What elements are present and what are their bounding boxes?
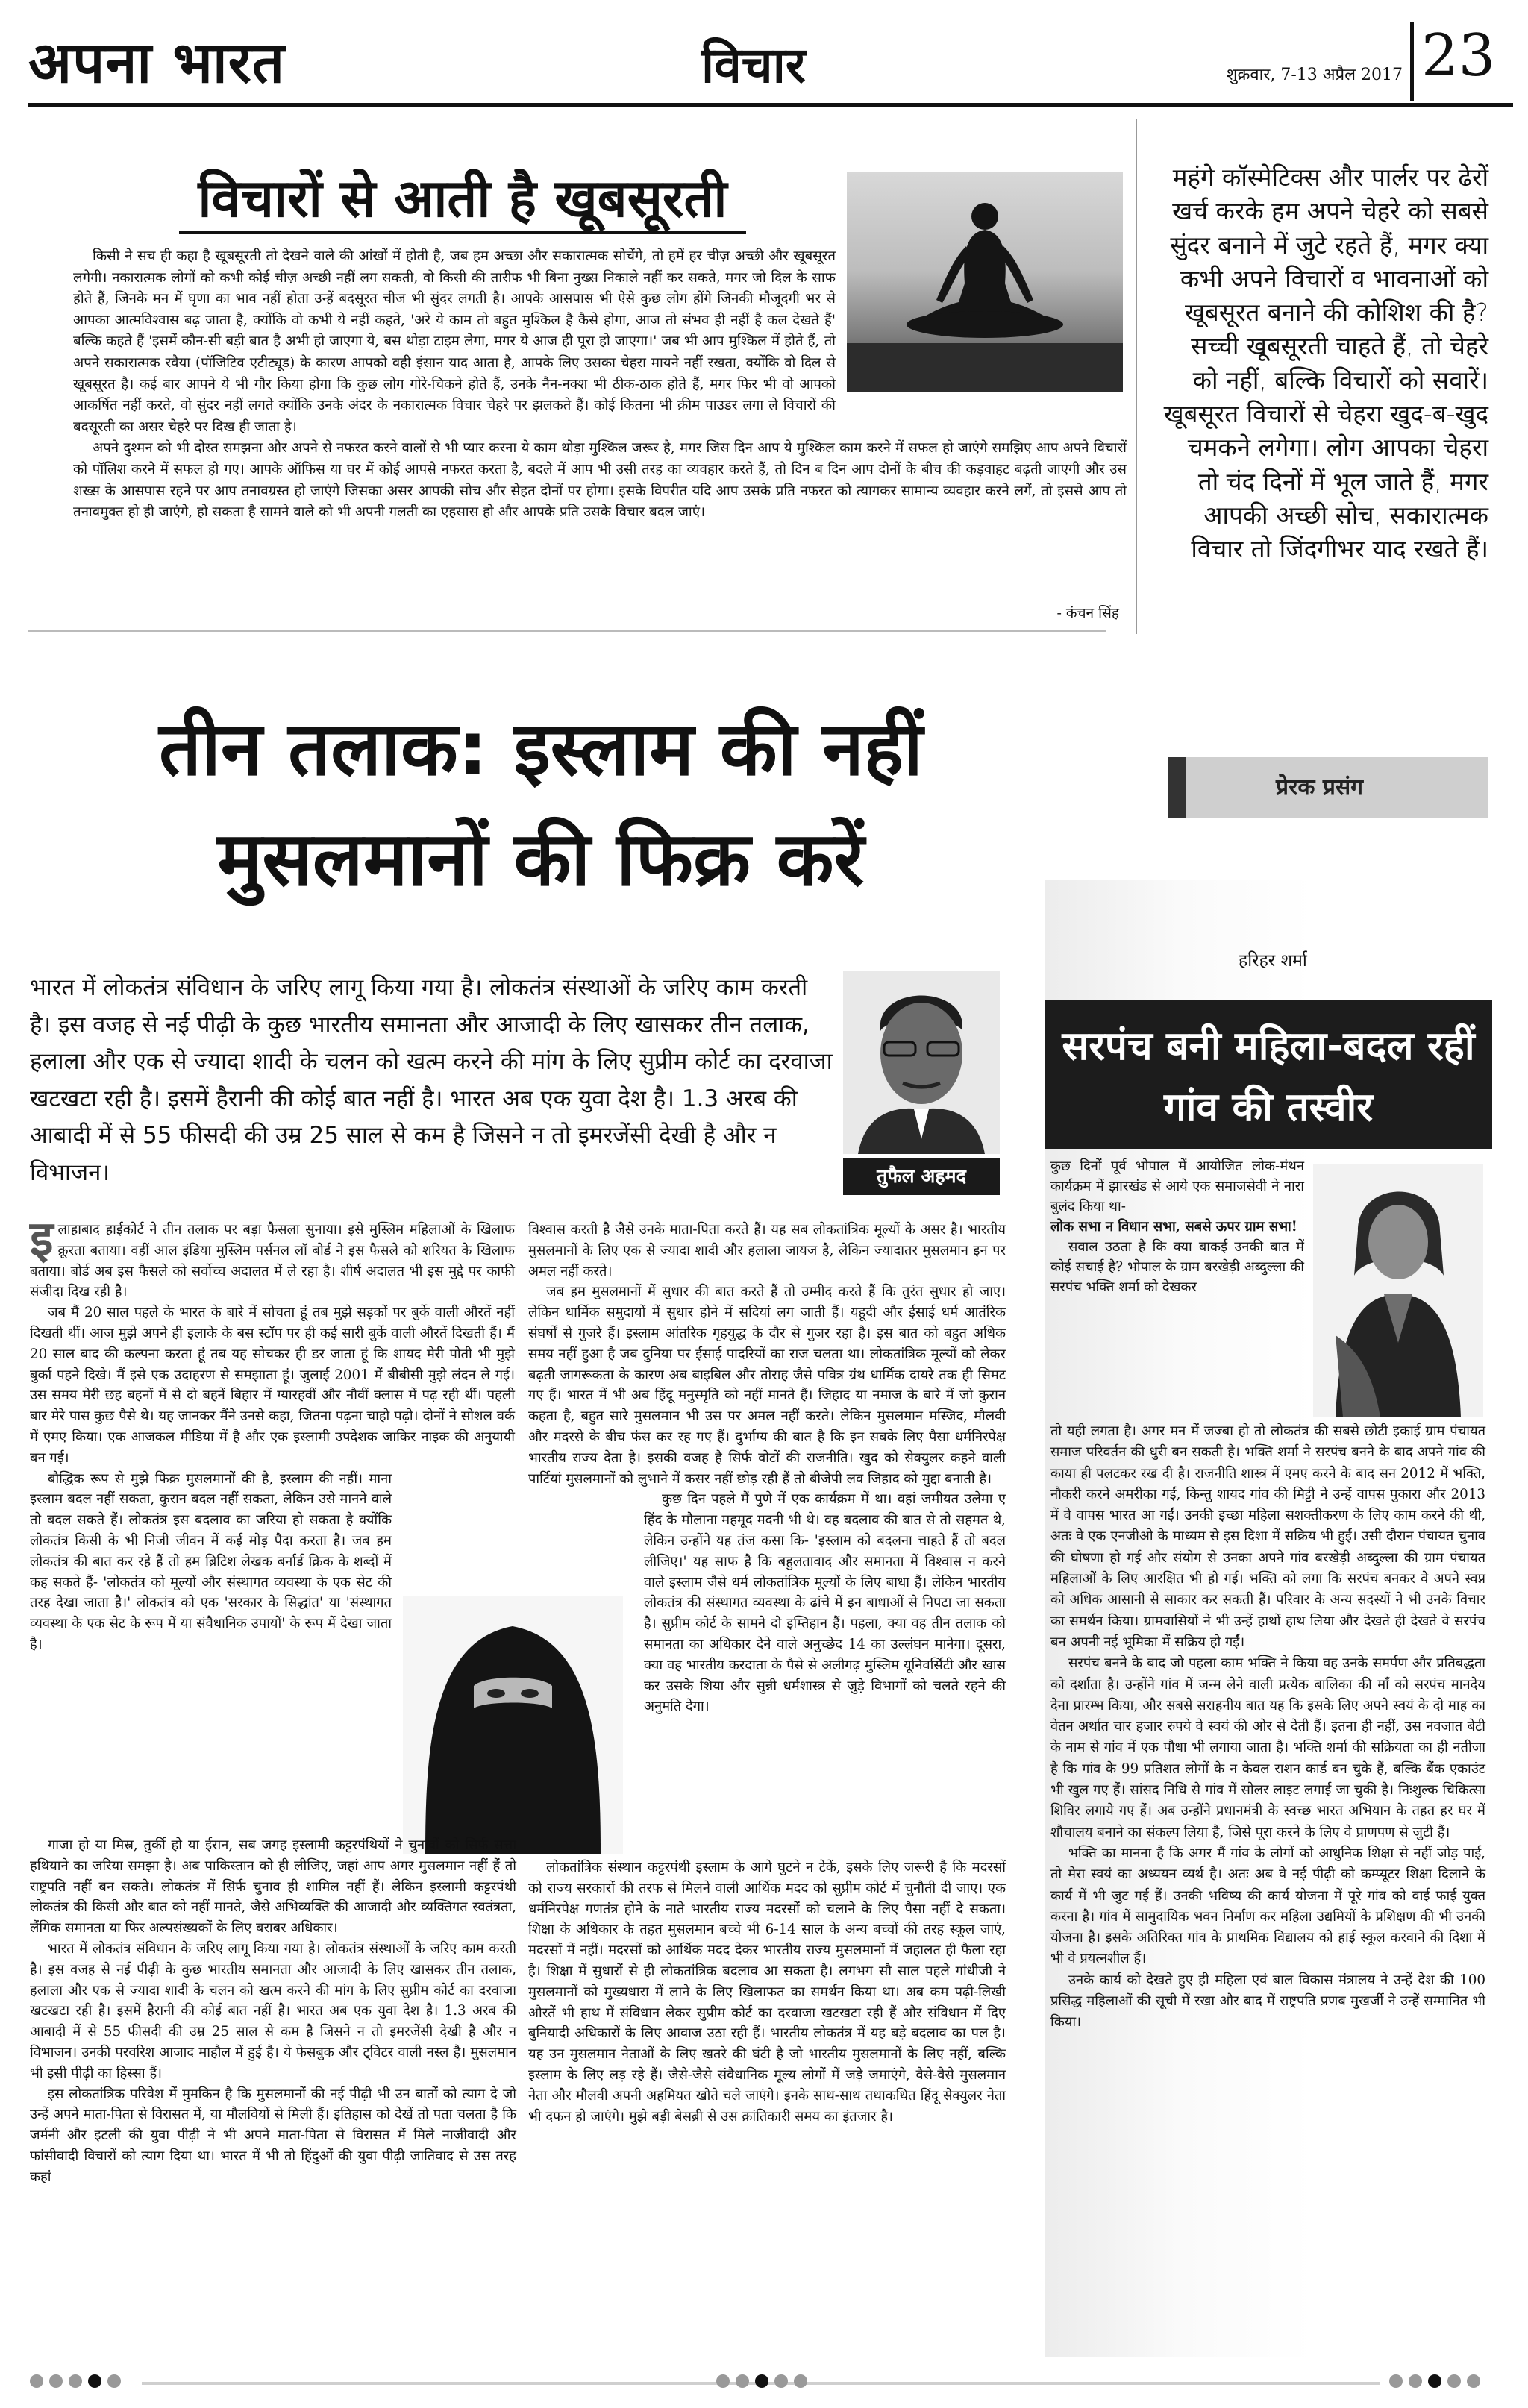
article-column-2 — [528, 1220, 1006, 1717]
footer-dots-center — [716, 2374, 813, 2391]
feature-tab-label: प्रेरक प्रसंग — [1186, 757, 1488, 818]
feature-body — [1050, 1421, 1485, 2034]
column-paragraph: बौद्धिक रूप से मुझे फिक्र मुसलमानों की है, इस्लाम की नहीं। माना इस्लाम बदल नहीं सकता, कुरान बदल नहीं सकता, लेकिन उसे मानने वाले तो बदल सकते हैं। लोकतंत्र इस बदलाव का जरिया हो सकता है क्योंकि लोकतंत्र किसी के भी निजी जीवन में कई मोड़ पैदा करता है। जब हम लोकतंत्र की बात कर रहे हैं तो हम ब्रिटिश लेखक बर्नार्ड क्रिक के शब्दों में कह सकते हैं- 'लोकतंत्र को मूल्यों और संस्थागत व्यवस्था के एक सेट की तरह देखा जाता है।' लोकतंत्र को एक 'सरकार के सिद्धांत' या 'संस्थागत व्यवस्था के एक सेट के रूप में या संवैधानिक उपायों' के रूप में देखा जाता है। — [30, 1470, 392, 1652]
column-paragraph: जब हम मुसलमानों में सुधार की बात करते हैं तो उम्मीद करते हैं कि तुरंत सुधार हो जाए। लेकिन धार्मिक समुदायों में सुधार होने में सदियां लग जाती हैं। यहूदी और ईसाई धर्म आतंरिक संघर्षों से गुजरे हैं। इस्लाम आंतरिक गृहयुद्ध के दौर से गुजर रहा है। इस बात को बहुत अधिक समय नहीं हुआ है जब दुनिया पर ईसाई पादरियों का राज चलता था। लोकतांत्रिक मूल्यों को लेकर बढ़ती जागरूकता के कारण अब बाइबिल और तोराह जैसे पवित्र ग्रंथ धार्मिक दायरे तक ही सिमट गए हैं। भारत में भी अब हिंदू मनुस्मृति को नहीं मानते हैं। जिहाद या नमाज के बारे में जो कुरान कहता है, बहुत सारे मुसलमान भी उस पर अमल नहीं करते। लेकिन मुसलमान मस्जिद, मौलवी और मदरसे के बीच फंस कर रह गए हैं। दुर्भाग्य की बात है कि इन सबके लिए पैसा धर्मनिरपेक्ष भारतीय राज्य देता है। इसकी वजह है सिर्फ वोटों की राजनीति। खुद को सेक्युलर कहने वाली पार्टियां मुसलमानों को लुभाने में कसर नहीं छोड़ रही हैं तो बीजेपी लव जिहाद को मुद्दा बनाती है। — [528, 1284, 1006, 1487]
headline-line-2: मुसलमानों की फिक्र करें — [217, 815, 865, 903]
drop-cap: इ — [30, 1211, 54, 1267]
main-intro: भारत में लोकतंत्र संविधान के जरिए लागू किया गया है। लोकतंत्र संस्थाओं के जरिए काम करती है। इस वजह से नई पीढ़ी के कुछ भारतीय समानता और आजादी के लिए खासकर तीन तलाक, हलाला और एक से ज्यादा शादी के चलन को खत्म करने की मांग के लिए सुप्रीम कोर्ट का दरवाजा खटखटा रही है। इसमें हैरानी की कोई बात नहीं है। भारत अब एक युवा देश है। 1.3 अरब की आबादी में से 55 फीसदी की उम्र 25 साल से कम है जिसने न तो इमरजेंसी देखी है और न विभाजन। — [30, 974, 833, 1186]
author-portrait — [843, 971, 1000, 1154]
column-paragraph: गाजा हो या मिस्र, तुर्की हो या ईरान, सब जगह इस्लामी कट्टरपंथियों ने चुनावों को सिर्फ सत्ता हथियाने का जरिया समझा है। अब पाकिस्तान को ही लीजिए, जहां आप अगर मुसलमान नहीं हैं तो राष्ट्रपति नहीं बन सकते। लोकतंत्र में सिर्फ चुनाव ही शामिल नहीं हैं। लेकिन इस्लामी कट्टरपंथी लोकतंत्र की किसी और बात को नहीं मानते, जैसे अभिव्यक्ति की आजादी और व्यक्तिगत स्वतंत्रता, लैंगिक समानता या फिर अल्पसंख्यकों के लिए बराबर अधिकार। — [30, 1837, 516, 1937]
header-rule — [28, 103, 1513, 107]
column-paragraph: कुछ दिन पहले मैं पुणे में एक कार्यक्रम में था। वहां जमीयत उलेमा ए हिंद के मौलाना महमूद मदनी भी थे। वह बदलाव की बात से तो सहमत थे, लेकिन उन्होंने यह तंज कसा कि- 'इस्लाम को बदलना चाहते हैं तो बदल लीजिए।' यह साफ है कि बहुलतावाद और समानता में विश्वास न करने वाले इस्लाम जैसे धर्म लोकतांत्रिक मूल्यों के लिए बाधा हैं। लेकिन भारतीय लोकतंत्र की संस्थागत व्यवस्था के ढांचे में इन बाधाओं से निपटा जा सकता है। सुप्रीम कोर्ट के सामने दो इम्तिहान हैं। पहला, क्या वह तीन तलाक को समानता का अधिकार देने वाले अनुच्छेद 14 का उल्लंघन मानेगा। दूसरा, क्या वह भारतीय करदाता के पैसे से अलीगढ़ मुस्लिम यूनिवर्सिटी और खास कर उसके शिया और सुन्नी धर्मशास्त्र से जुड़े विभागों को चलते रहने की अनुमति देगा। — [644, 1491, 1006, 1715]
footer-dots-left — [30, 2374, 127, 2391]
main-headline — [30, 694, 1052, 915]
article-column-1-lower — [30, 1835, 516, 2188]
feature-paragraph: सरपंच बनने के बाद जो पहला काम भक्ति ने किया वह उनके समर्पण और प्रतिबद्धता को दर्शाता है। उन्होंने गांव में जन्म लेने वाली प्रत्येक बालिका की माँ को सरपंच मानदेय देना प्रारम्भ किया, और सबसे सराहनीय बात यह कि इसके लिए अपने स्वयं के दो माह का वेतन अर्थात चार हजार रुपये वे स्वयं की ओर से देती हैं। इतना ही नहीं, उस नवजात बेटी के नाम से गांव में एक पौधा भी लगाया जाता है। भक्ति शर्मा की सक्रियता का ही नतीजा है कि गांव के 99 प्रतिशत लोगों के न केवल राशन कार्ड बन चुके हैं, बल्कि बैंक एकाउंट भी खुल गए हैं। सांसद निधि से गांव में सोलर लाइट लगाई जा चुकी है। निःशुल्क चिकित्सा शिविर लगाये गए हैं। अब उन्होंने प्रधानमंत्री के स्वच्छ भारत अभियान के तहत हर घर में शौचालय बनाने का संकल्प लिया है, जिसे पूरा करने के लिए वे प्राणपण से जुटी हैं। — [1050, 1655, 1485, 1840]
column-paragraph: भारत में लोकतंत्र संविधान के जरिए लागू किया गया है। लोकतंत्र संस्थाओं के जरिए काम करती है। इस वजह से नई पीढ़ी के कुछ भारतीय समानता और आजादी के लिए खासकर तीन तलाक, हलाला और एक से ज्यादा शादी के चलन को खत्म करने की मांग के लिए सुप्रीम कोर्ट का दरवाजा खटखटा रही है। इसमें हैरानी की कोई बात नहीं है। भारत अब एक युवा देश है। 1.3 अरब की आबादी में से 55 फीसदी की उम्र 25 साल से कम है जिसने न तो इमरजेंसी देखी है और न विभाजन। उनकी परवरिश आजाद माहौल में हुई है। ये फेसबुक और ट्विटर वाली नस्ल है। मुसलमान भी इसी पीढ़ी का हिस्सा हैं। — [30, 1940, 516, 2081]
feature-intro-text-2: सवाल उठता है कि क्या बाकई उनकी बात में कोई सचाई है? भोपाल के ग्राम बरखेड़ी अब्दुल्ला की सरपंच भक्ति शर्मा को देखकर — [1050, 1239, 1304, 1295]
feature-paragraph: उनके कार्य को देखते हुए ही महिला एवं बाल विकास मंत्रालय ने उन्हें देश की 100 प्रसिद्ध महिलाओं की सूची में रखा और बाद में राष्ट्रपति प्रणब मुखर्जी ने उन्हें सम्मानित भी किया। — [1050, 1972, 1485, 2031]
issue-date: शुक्रवार, 7-13 अप्रैल 2017 — [1226, 66, 1403, 84]
column-paragraph: लोकतांत्रिक संस्थान कट्टरपंथी इस्लाम के आगे घुटने न टेकें, इसके लिए जरूरी है कि मदरसों को राज्य सरकारों की तरफ से मिलने वाली आर्थिक मदद को सुप्रीम कोर्ट में चुनौती दी जाए। एक धर्मनिरपेक्ष गणतंत्र होने के नाते भारतीय राज्य मदरसों को चलाने के लिए पैसा नहीं दे सकता। शिक्षा के अधिकार के तहत मुसलमान बच्चे भी 6-14 साल के अन्य बच्चों की तरह स्कूल जाएं, मदरसों में नहीं। मदरसों को आर्थिक मदद देकर भारतीय राज्य मुसलमानों में जहालत ही फैला रहा है। शिक्षा में सुधारों से ही लोकतांत्रिक बदलाव आ सकता है। लगभग सौ साल पहले गांधीजी ने मुसलमानों को मुख्यधारा में लाने के लिए खिलाफत का समर्थन किया था। अब कम पढ़ी-लिखी औरतें भी हाथ में संविधान लेकर सुप्रीम कोर्ट का दरवाजा खटखटा रही हैं और संविधान में दिए बुनियादी अधिकारों के लिए आवाज उठा रही हैं। भारतीय लोकतंत्र में यह बड़े बदलाव का पल है। यह उन मुसलमान नेताओं के लिए खतरे की घंटी है जो भारतीय मुसलमानों के लिए नहीं, बल्कि इस्लाम के लिए लड़ रहे हैं। जैसे-जैसे संवैधानिक मूल्य लोगों में जड़े जमाएंगे, वैसे-वैसे मुसलमान नेता और मौलवी अपनी अहमियत खोते चले जाएंगे। इनके साथ-साथ तथाकथित हिंदू सेक्युलर नेता भी दफन हो जाएंगे। मुझे बड़ी बेसब्री से उस क्रांतिकारी समय का इंतजार है। — [528, 1860, 1006, 2125]
article-column-1 — [30, 1211, 515, 1655]
author-name-caption: तुफैल अहमद — [843, 1158, 1000, 1195]
section-title: विचार — [701, 36, 806, 94]
masthead: अपना भारत — [28, 29, 286, 95]
article1-author: - कंचन सिंह — [1056, 605, 1119, 621]
section-divider — [28, 630, 1106, 632]
article1-paragraph: अपने दुश्मन को भी दोस्त समझना और अपने से नफरत करने वालों से भी प्यार करना ये काम थोड़ा मुश्किल जरूर है, मगर जिस दिन आप ये मुश्किल काम करने में सफल हो जाएंगे समझिए आप अपने विचारों को पॉलिश करने में सफल हो गए। आपके ऑफिस या घर में कोई आपसे नफरत करता है, बदले में आप भी उसी तरह का व्यवहार करते हैं, तो दिन ब दिन आप दोनों के बीच की कड़वाहट बढ़ती जाएगी और उस शख्स के आसपास रहने पर आप तनावग्रस्त हो जाएंगे जिसका असर आपकी सोच और सेहत दोनों पर होगा। इसके विपरीत यदि आप उसके प्रति नफरत को त्यागकर सामान्य व्यवहार करने लगें, तो इससे आप तो तनावमुक्त हो ही जाएंगे, हो सकता है सामने वाले को भी अपनी गलती का एहसास हो और आपके प्रति उसके विचार बदल जाएं। — [73, 440, 1127, 521]
article1-title-underline — [179, 231, 746, 234]
column-paragraph: विश्वास करती है जैसे उनके माता-पिता करते हैं। यह सब लोकतांत्रिक मूल्यों के असर है। भारतीय मुसलमानों के लिए एक से ज्यादा शादी और हलाला जायज है, लेकिन ज्यादातर मुसलमान इन पर अमल नहीं करते। — [528, 1222, 1006, 1279]
side-pull-quote: महंगे कॉस्मेटिक्स और पार्लर पर ढेरों खर्च करके हम अपने चेहरे को सबसे सुंदर बनाने में जुटे रहते हैं, मगर क्या कभी अपने विचारों व भावनाओं को खूबसूरत बनाने की कोशिश की है? सच्ची खूबसूरती चाहते हैं, तो चेहरे को नहीं, बल्कि विचारों को सवारें। खूबसूरत विचारों से चेहरा खुद-ब-खुद चमकने लगेगा। लोग आपका चेहरा तो चंद दिनों में भूल जाते हैं, मगर आपकी अच्छी सोच, सकारात्मक विचार तो जिंदगीभर याद रखते हैं। — [1163, 163, 1488, 564]
column-paragraph: इस लोकतांत्रिक परिवेश में मुमकिन है कि मुसलमानों की नई पीढ़ी भी उन बातों को त्याग दे जो उन्हें अपने माता-पिता से विरासत में, या मौलवियों से मिली हैं। इतिहास को देखें तो पता चलता है कि जर्मनी और इटली की युवा पीढ़ी ने भी अपने माता-पिता से विरासत में मिले नाजीवादी और फांसीवादी विचारों को त्याग दिया था। भारत में भी तो हिंदुओं की युवा पीढ़ी जातिवाद से उस तरह कहां — [30, 2086, 516, 2185]
feature-paragraph: भक्ति का मानना है कि अगर मैं गांव के लोगों को आधुनिक शिक्षा से नहीं जोड़ पाई, तो मेरा स्वयं का अध्ययन व्यर्थ है। अतः अब वे नई पीढ़ी को कम्प्यूटर शिक्षा दिलाने के कार्य में भी जुट गई हैं। उनकी भविष्य की कार्य योजना में पूरे गांव को वाई फाई युक्त करना है। गांव में सामुदायिक भवन निर्माण कर महिला उद्यमियों के प्रशिक्षण की भी उनकी योजना है। इसके अतिरिक्त गांव के प्राथमिक विद्यालय को हाई स्कूल करवाने की दिशा में भी वे प्रयत्नशील हैं। — [1050, 1845, 1485, 1967]
column-paragraph: जब मैं 20 साल पहले के भारत के बारे में सोचता हूं तब मुझे सड़कों पर बुर्के वाली औरतें नहीं दिखती थीं। आज मुझे अपने ही इलाके के बस स्टॉप पर ही कई सारी बुर्के वाली औरतें दिखती हैं। मैं 20 साल बाद की कल्पना करता हूं तब यह सोचकर ही डर जाता हूं कि शायद मेरी पोती भी मुझे बुर्का पहने दिखे। मैं इसे एक उदाहरण से समझाता हूं। जुलाई 2001 में बीबीसी मुझे लंदन ले गई। उस समय मेरी छह बहनों में से दो बहनें बिहार में ग्यारहवीं और नौवीं क्लास में पढ़ रही थीं। पहली बार मेरे पास कुछ पैसे थे। यह जानकर मैंने उनसे कहा, जितना पढ़ना चाहो पढ़ो। दोनों ने सोशल वर्क में एमए किया। एक आजकल मीडिया में है और एक इस्लामी उपदेशक जाकिर नाइक की अनुयायी बन गई। — [30, 1305, 515, 1466]
feature-title: सरपंच बनी महिला-बदल रहीं गांव की तस्वीर — [1045, 1000, 1492, 1149]
feature-slogan: लोक सभा न विधान सभा, सबसे ऊपर ग्राम सभा! — [1050, 1219, 1297, 1235]
feature-intro-text: कुछ दिनों पूर्व भोपाल में आयोजित लोक-मंथन कार्यक्रम में झारखंड से आये एक समाजसेवी ने नारा बुलंद किया था- — [1050, 1158, 1304, 1214]
article1-body — [73, 246, 1127, 524]
article1-paragraph: किसी ने सच ही कहा है खूबसूरती तो देखने वाले की आंखों में होती है, जब हम अच्छा और सकारात्मक सोचेंगे, तो हमें हर चीज़ अच्छी और खूबसूरत लगेगी। नकारात्मक लोगों को कभी कोई चीज़ अच्छी नहीं लग सकती, वो किसी की तारीफ भी बिना नुख्स निकाले नहीं कर सकते, मगर जो दिल के साफ होते हैं, जिनके मन में घृणा का भाव नहीं होता उन्हें बदसूरत चीज भी सुंदर लगती है। आपके आसपास भी ऐसे कुछ लोग होंगे जिनकी मौजूदगी भर से आपका आत्मविश्वास बढ़ जाता है, क्योंकि वो कभी ये नहीं कहते, 'अरे ये काम तो बहुत मुश्किल है कैसे होगा, आज तो संभव ही नहीं है कल देखते हैं' बल्कि कहते हैं 'इसमें कौन-सी बड़ी बात है अभी हो जाएगा ये, बस थोड़ा टाइम लेगा, मगर ये आज ही पूरा हो जाएगा।' जब भी आप मुश्किल में होते हैं, तो अपने सकारात्मक रवैया (पॉजिटिव एटीट्यूड) के कारण आपको वही इंसान याद आता है, आपके लिए उसका चेहरा मायने नहीं रखता, क्योंकि वो दिल से खूबसूरत है। कई बार आपने ये भी गौर किया होगा कि कुछ लोग गोरे-चिकने होते हैं, उनके नैन-नक्श भी ठीक-ठाक होते हैं, मगर फिर भी वो आपको आकर्षित नहीं करते, वो सुंदर नहीं लगते क्योंकि उनके अंदर के नकारात्मक विचार चेहरे पर झलकते हैं। कोई कितना भी क्रीम पाउडर लगा ले विचारों की बदसूरती का असर चेहरे पर दिख ही जाता है। — [73, 248, 836, 435]
footer-dots-right — [1389, 2374, 1486, 2391]
header-divider — [1410, 22, 1414, 101]
feature-author: हरिहर शर्मा — [1239, 951, 1307, 971]
column-paragraph: लाहाबाद हाईकोर्ट ने तीन तलाक पर बड़ा फैसला सुनाया। इसे मुस्लिम महिलाओं के खिलाफ क्रूरता बताया। वहीं आल इंडिया मुस्लिम पर्सनल लॉ बोर्ड ने इस फैसले को शरियत के खिलाफ बताया। बोर्ड अब इस फैसले को सर्वोच्च अदालत में ले रहा है। शीर्ष अदालत भी इस मुद्दे पर काफी संजीदा दिख रही है। — [30, 1222, 515, 1300]
article1-title: विचारों से आती है खूबसूरती — [198, 167, 727, 229]
page-number: 23 — [1421, 22, 1496, 90]
sarpanch-photo — [1313, 1164, 1483, 1417]
feature-paragraph: तो यही लगता है। अगर मन में जज्बा हो तो लोकतंत्र की सबसे छोटी इकाई ग्राम पंचायत समाज परिवर्तन की धुरी बन सकती है। भक्ति शर्मा ने सरपंच बनने के बाद अपने गांव की काया ही पलटकर रख दी है। राजनीति शास्त्र में एमए करने के बाद सन 2012 में भक्ति, नौकरी करने अमरीका गईं, किन्तु शायद गांव की मिट्टी ने उन्हें वापस पुकारा और 2013 में वे वापस भारत आ गईं। उनकी इच्छा महिला सशक्तीकरण के लिए काम करने की थी, अतः वे एक एनजीओ के माध्यम से इस दिशा में सक्रिय भी हुईं। उसी दौरान पंचायत चुनाव की घोषणा हो गई और संयोग से उनका अपने गांव बरखेड़ी अब्दुल्ला की ग्राम पंचायत महिलाओं के लिए आरक्षित भी हो गई। भक्ति को लगा कि सरपंच बनकर वे अपने स्वप्न को अधिक आसानी से साकार कर सकती हैं। परिवार के अन्य सदस्यों ने भी उनके विचार का समर्थन किया। ग्रामवासियों ने भी उन्हें हाथों हाथ लिया और देखते ही देखते वे सरपंच बन अपनी नई भूमिका में सक्रिय हो गईं। — [1050, 1423, 1485, 1650]
article-column-2-lower — [528, 1857, 1006, 2127]
feature-intro — [1050, 1156, 1304, 1297]
headline-line-1: तीन तलाक: इस्लाम की नहीं — [159, 705, 923, 792]
column-divider — [1136, 119, 1137, 634]
